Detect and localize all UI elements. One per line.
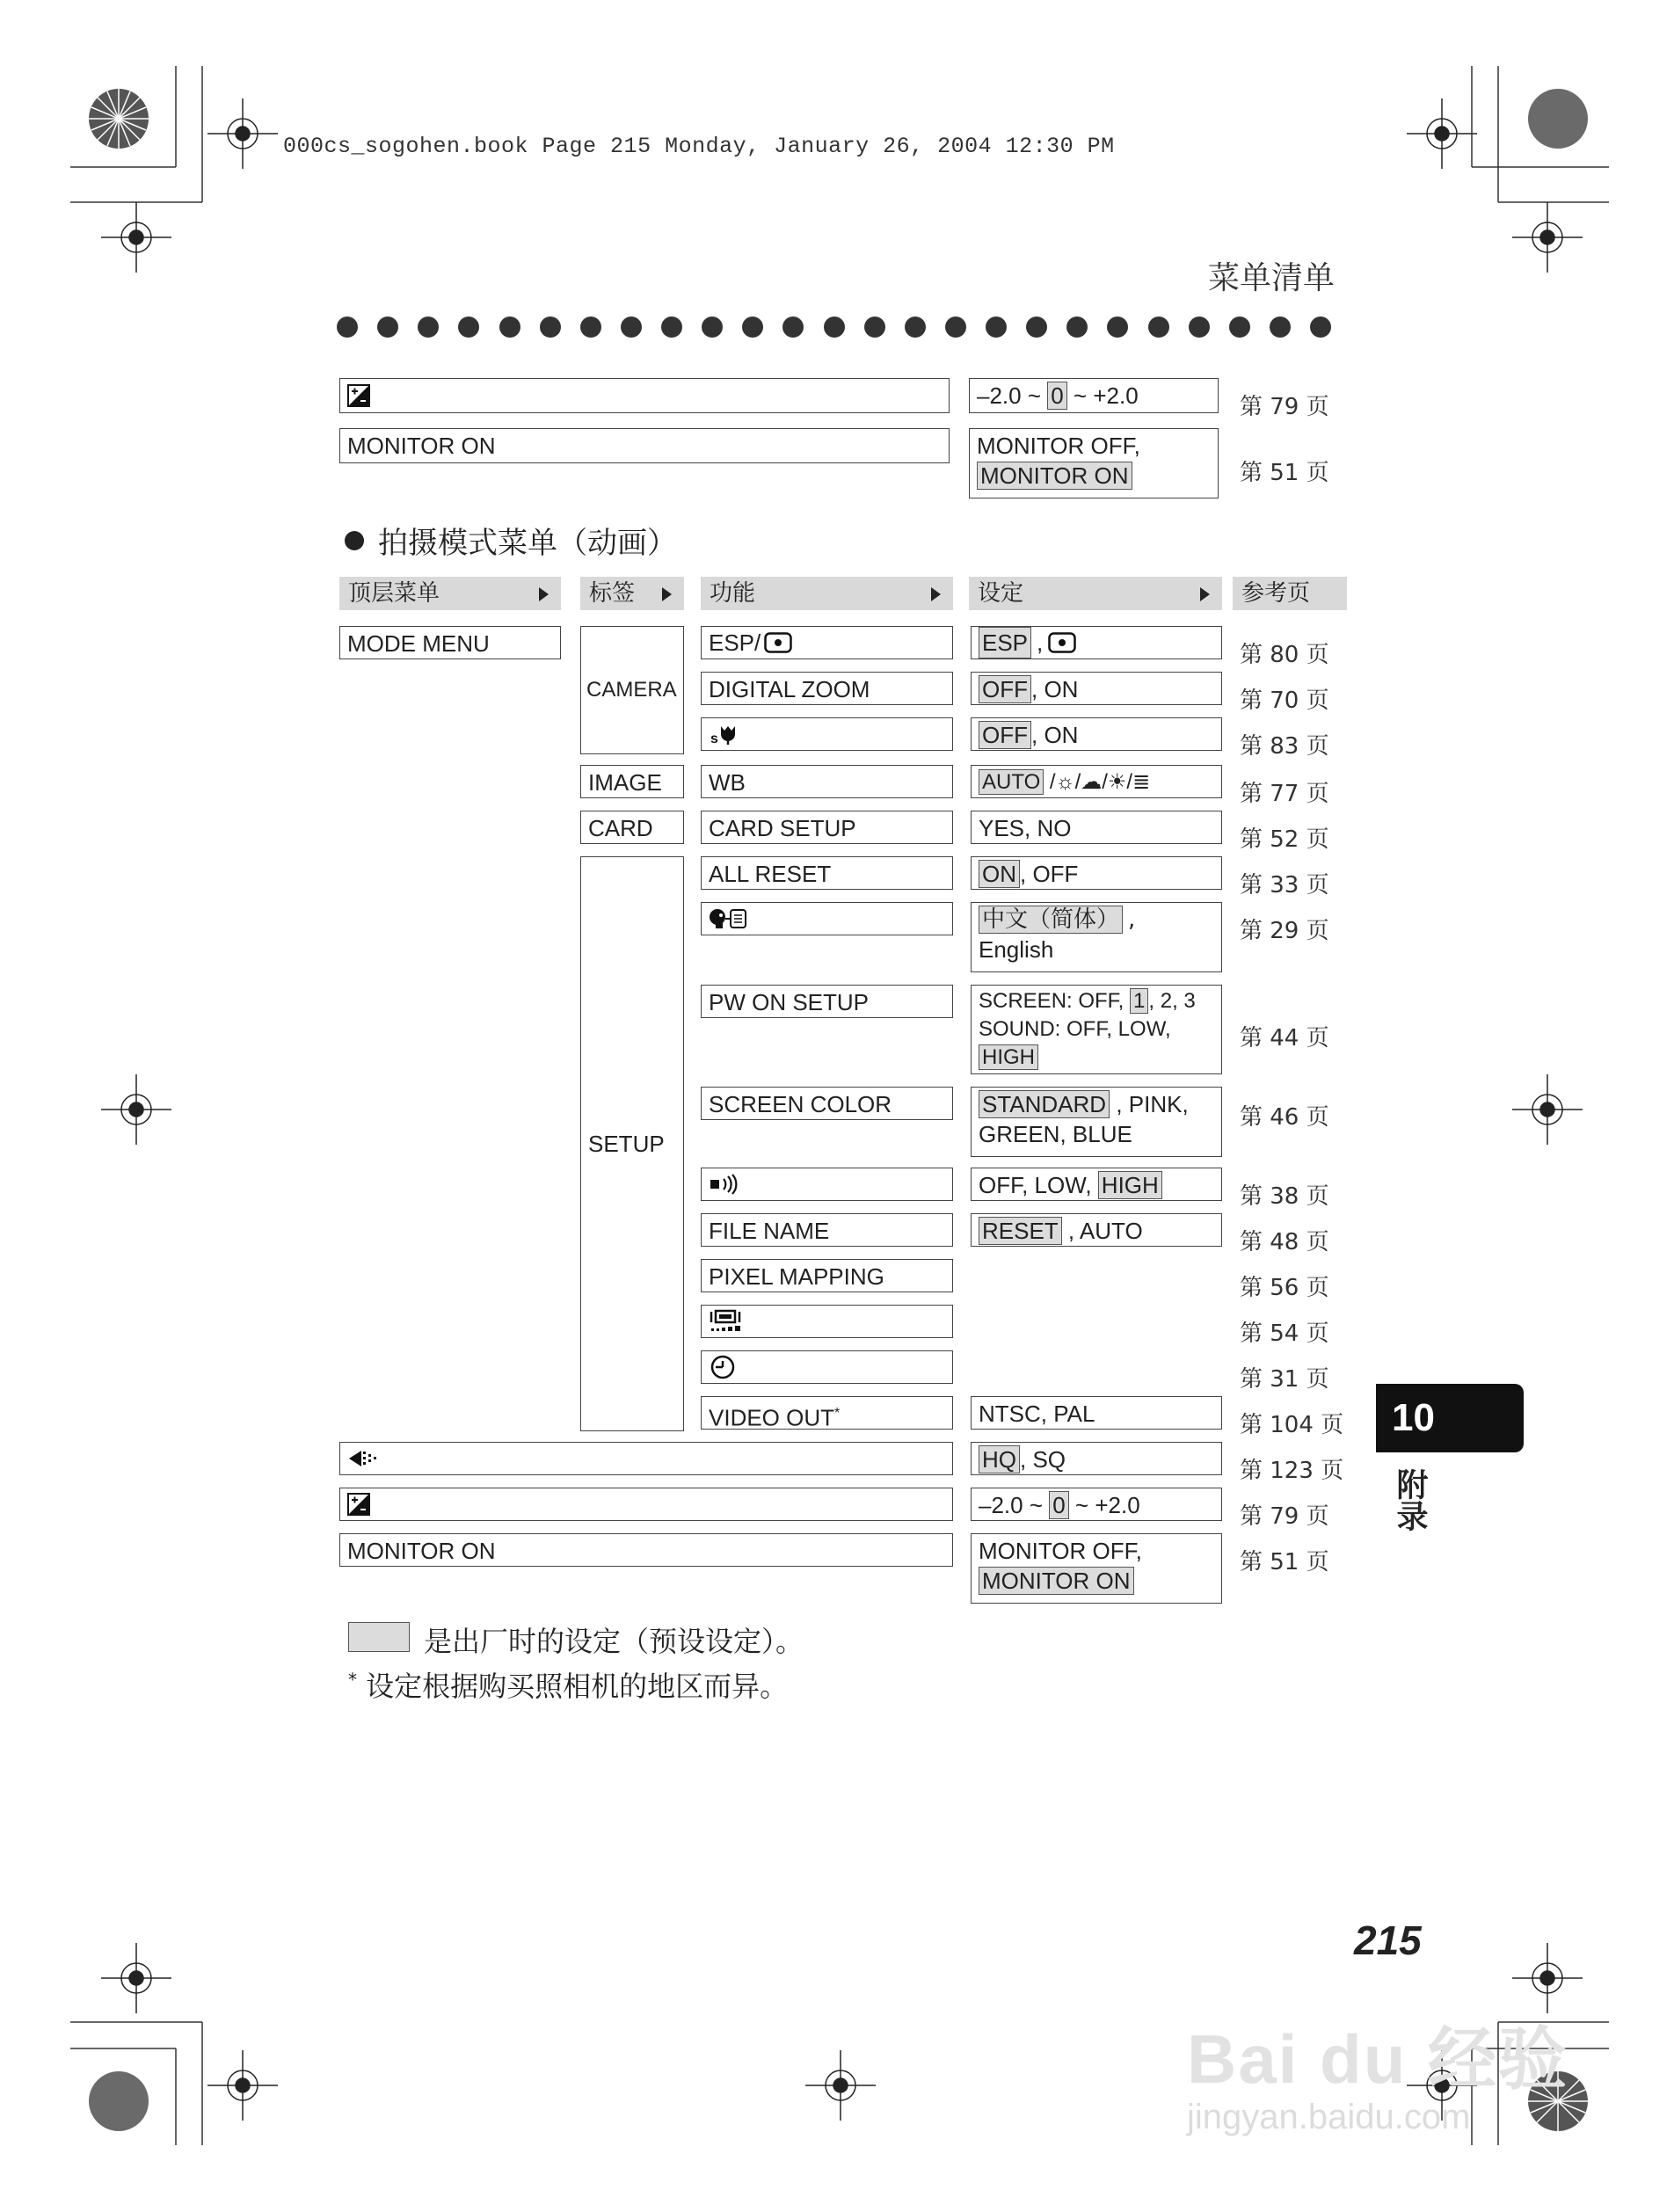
default-value: MONITOR ON [979,1567,1134,1595]
monitor-brightness-icon [709,1309,747,1334]
default-value: RESET [979,1217,1062,1245]
default-value: 1 [1130,988,1148,1014]
setting-monitor: MONITOR OFF, MONITOR ON [971,1533,1222,1604]
monitor-on-row: MONITOR ON [339,1533,953,1567]
default-legend-text: 是出厂时的设定（预设设定）。 [424,1625,804,1658]
exposure-settings-top [969,378,1219,413]
page-ref: 第 77 页 [1240,781,1329,807]
setting-language: 中文（简体） , English [971,902,1222,972]
exposure-row-top [339,378,950,413]
default-value: STANDARD [979,1090,1110,1118]
function-pw-on-setup: PW ON SETUP [701,985,953,1018]
setting-beep: OFF, LOW, HIGH [971,1168,1222,1201]
image-quality-row [339,1442,953,1475]
arrow-right-icon [539,587,549,601]
arrow-right-icon [1200,587,1210,601]
page-ref: 第 54 页 [1240,1321,1329,1347]
function-file-name: FILE NAME [701,1213,953,1247]
function-beep [701,1168,953,1201]
function-super-macro [701,717,953,751]
page-ref: 第 46 页 [1240,1104,1329,1131]
setting-digital-zoom: OFF , ON [971,672,1222,705]
function-language [701,902,953,935]
bullet-icon [345,531,364,550]
default-value: HIGH [1098,1171,1162,1199]
mode-menu-cell: MODE MENU [339,626,561,659]
col-header-setting: 设定 [969,577,1222,610]
section-title-text: 拍摄模式菜单（动画） [378,526,677,561]
spot-metering-icon [764,632,792,653]
function-card-setup: CARD SETUP [701,811,953,844]
setting-card-setup: YES, NO [971,811,1222,844]
function-screen-color: SCREEN COLOR [701,1087,953,1120]
monitor-row-top: MONITOR ON [339,428,950,463]
page-ref: 第 29 页 [1240,918,1329,944]
running-head: 菜单清单 [1207,260,1335,296]
wb-preset-icons: /☼/☁/☀/≣ [1044,770,1151,794]
footnote: * 设定根据购买照相机的地区而异。 [348,1669,789,1703]
speaker-volume-icon [709,1174,740,1195]
default-value: HQ [979,1445,1020,1473]
page-ref: 第 51 页 [1240,1549,1329,1575]
tab-camera: CAMERA [580,626,684,754]
setting-exposure: –2.0 ~ 0 ~ +2.0 [971,1488,1222,1521]
chapter-tab-number: 10 [1376,1384,1524,1452]
col-header-page: 参考页 [1233,577,1347,610]
page-ref: 第 38 页 [1240,1183,1329,1210]
page-ref: 第 104 页 [1240,1412,1344,1438]
default-legend-swatch [348,1622,410,1652]
default-value: 0 [1049,1491,1068,1519]
function-video-out: VIDEO OUT* [701,1396,953,1430]
default-value: 0 [1047,382,1066,410]
function-wb: WB [701,765,953,798]
setting-screen-color: STANDARD , PINK, GREEN, BLUE [971,1087,1222,1157]
default-value: AUTO [979,769,1044,795]
setting-wb [971,765,1222,798]
col-header-tab: 标签 [580,577,684,610]
book-header-line: 000cs_sogohen.book Page 215 Monday, January 26, 2004 12:30 PM [283,134,1115,159]
footnote-marker: * [834,1406,841,1421]
default-value: 中文（简体） [979,906,1123,934]
setting-file-name: RESET , AUTO [971,1213,1222,1247]
page-ref: 第 44 页 [1240,1025,1329,1051]
arrow-right-icon [931,587,941,601]
watermark-logo: Bai du 经验 [1187,2020,1569,2098]
svg-text:s: s [710,731,718,746]
exposure-max: ~ +2.0 [1066,382,1139,409]
function-pixel-mapping: PIXEL MAPPING [701,1259,953,1292]
language-english: English [979,936,1054,963]
function-all-reset: ALL RESET [701,856,953,890]
watermark-url: jingyan.baidu.com [1187,2098,1471,2136]
page-ref: 第 48 页 [1240,1229,1329,1255]
page-ref: 第 52 页 [1240,826,1329,853]
chapter-tab-label: 附录 [1392,1468,1428,1532]
dotted-rule [337,317,1331,338]
arrow-right-icon [662,587,672,601]
function-digital-zoom: DIGITAL ZOOM [701,672,953,705]
setting-pw-on: SCREEN: OFF, 1 , 2, 3 SOUND: OFF, LOW, HIGH [971,985,1222,1074]
section-title [345,519,677,562]
tab-image: IMAGE [580,765,684,798]
page-ref: 第 70 页 [1240,688,1329,714]
language-icon [709,907,747,930]
exposure-compensation-icon [347,1493,370,1516]
page-ref: 第 83 页 [1240,733,1329,760]
page-ref: 第 80 页 [1240,642,1329,668]
page-ref: 第 79 页 [1240,1503,1329,1530]
exposure-min: –2.0 ~ [977,382,1048,409]
setting-esp: ESP , [971,626,1222,659]
tab-card: CARD [580,811,684,844]
page-ref: 第 51 页 [1240,460,1329,486]
function-brightness [701,1305,953,1338]
super-macro-icon [709,723,740,746]
page-ref: 第 123 页 [1240,1458,1344,1484]
monitor-off: MONITOR OFF, [977,433,1140,459]
default-value: OFF [979,675,1031,703]
setting-video-out: NTSC, PAL [971,1396,1222,1430]
default-value: ON [979,860,1020,888]
page-ref: 第 31 页 [1240,1366,1329,1393]
col-header-top-menu: 顶层菜单 [339,577,561,610]
page-number: 215 [1354,1917,1422,1963]
setting-quality: HQ , SQ [971,1442,1222,1475]
default-value: OFF [979,721,1031,749]
clock-icon [709,1354,737,1380]
image-quality-icon [347,1448,382,1469]
page-ref: 第 33 页 [1240,872,1329,899]
page-ref: 第 79 页 [1240,394,1329,420]
default-value: ESP [979,627,1031,659]
page-ref: 第 56 页 [1240,1275,1329,1301]
monitor-settings-top [969,428,1219,498]
tab-setup: SETUP [580,856,684,1431]
exposure-row [339,1488,953,1521]
function-esp: ESP/ [701,626,953,659]
setting-all-reset: ON , OFF [971,856,1222,890]
default-value: HIGH [979,1044,1038,1070]
default-value: MONITOR ON [977,462,1132,490]
exposure-compensation-icon [347,384,370,407]
spot-metering-icon [1048,632,1076,653]
function-clock [701,1350,953,1384]
setting-super-macro: OFF , ON [971,717,1222,751]
col-header-function: 功能 [701,577,953,610]
